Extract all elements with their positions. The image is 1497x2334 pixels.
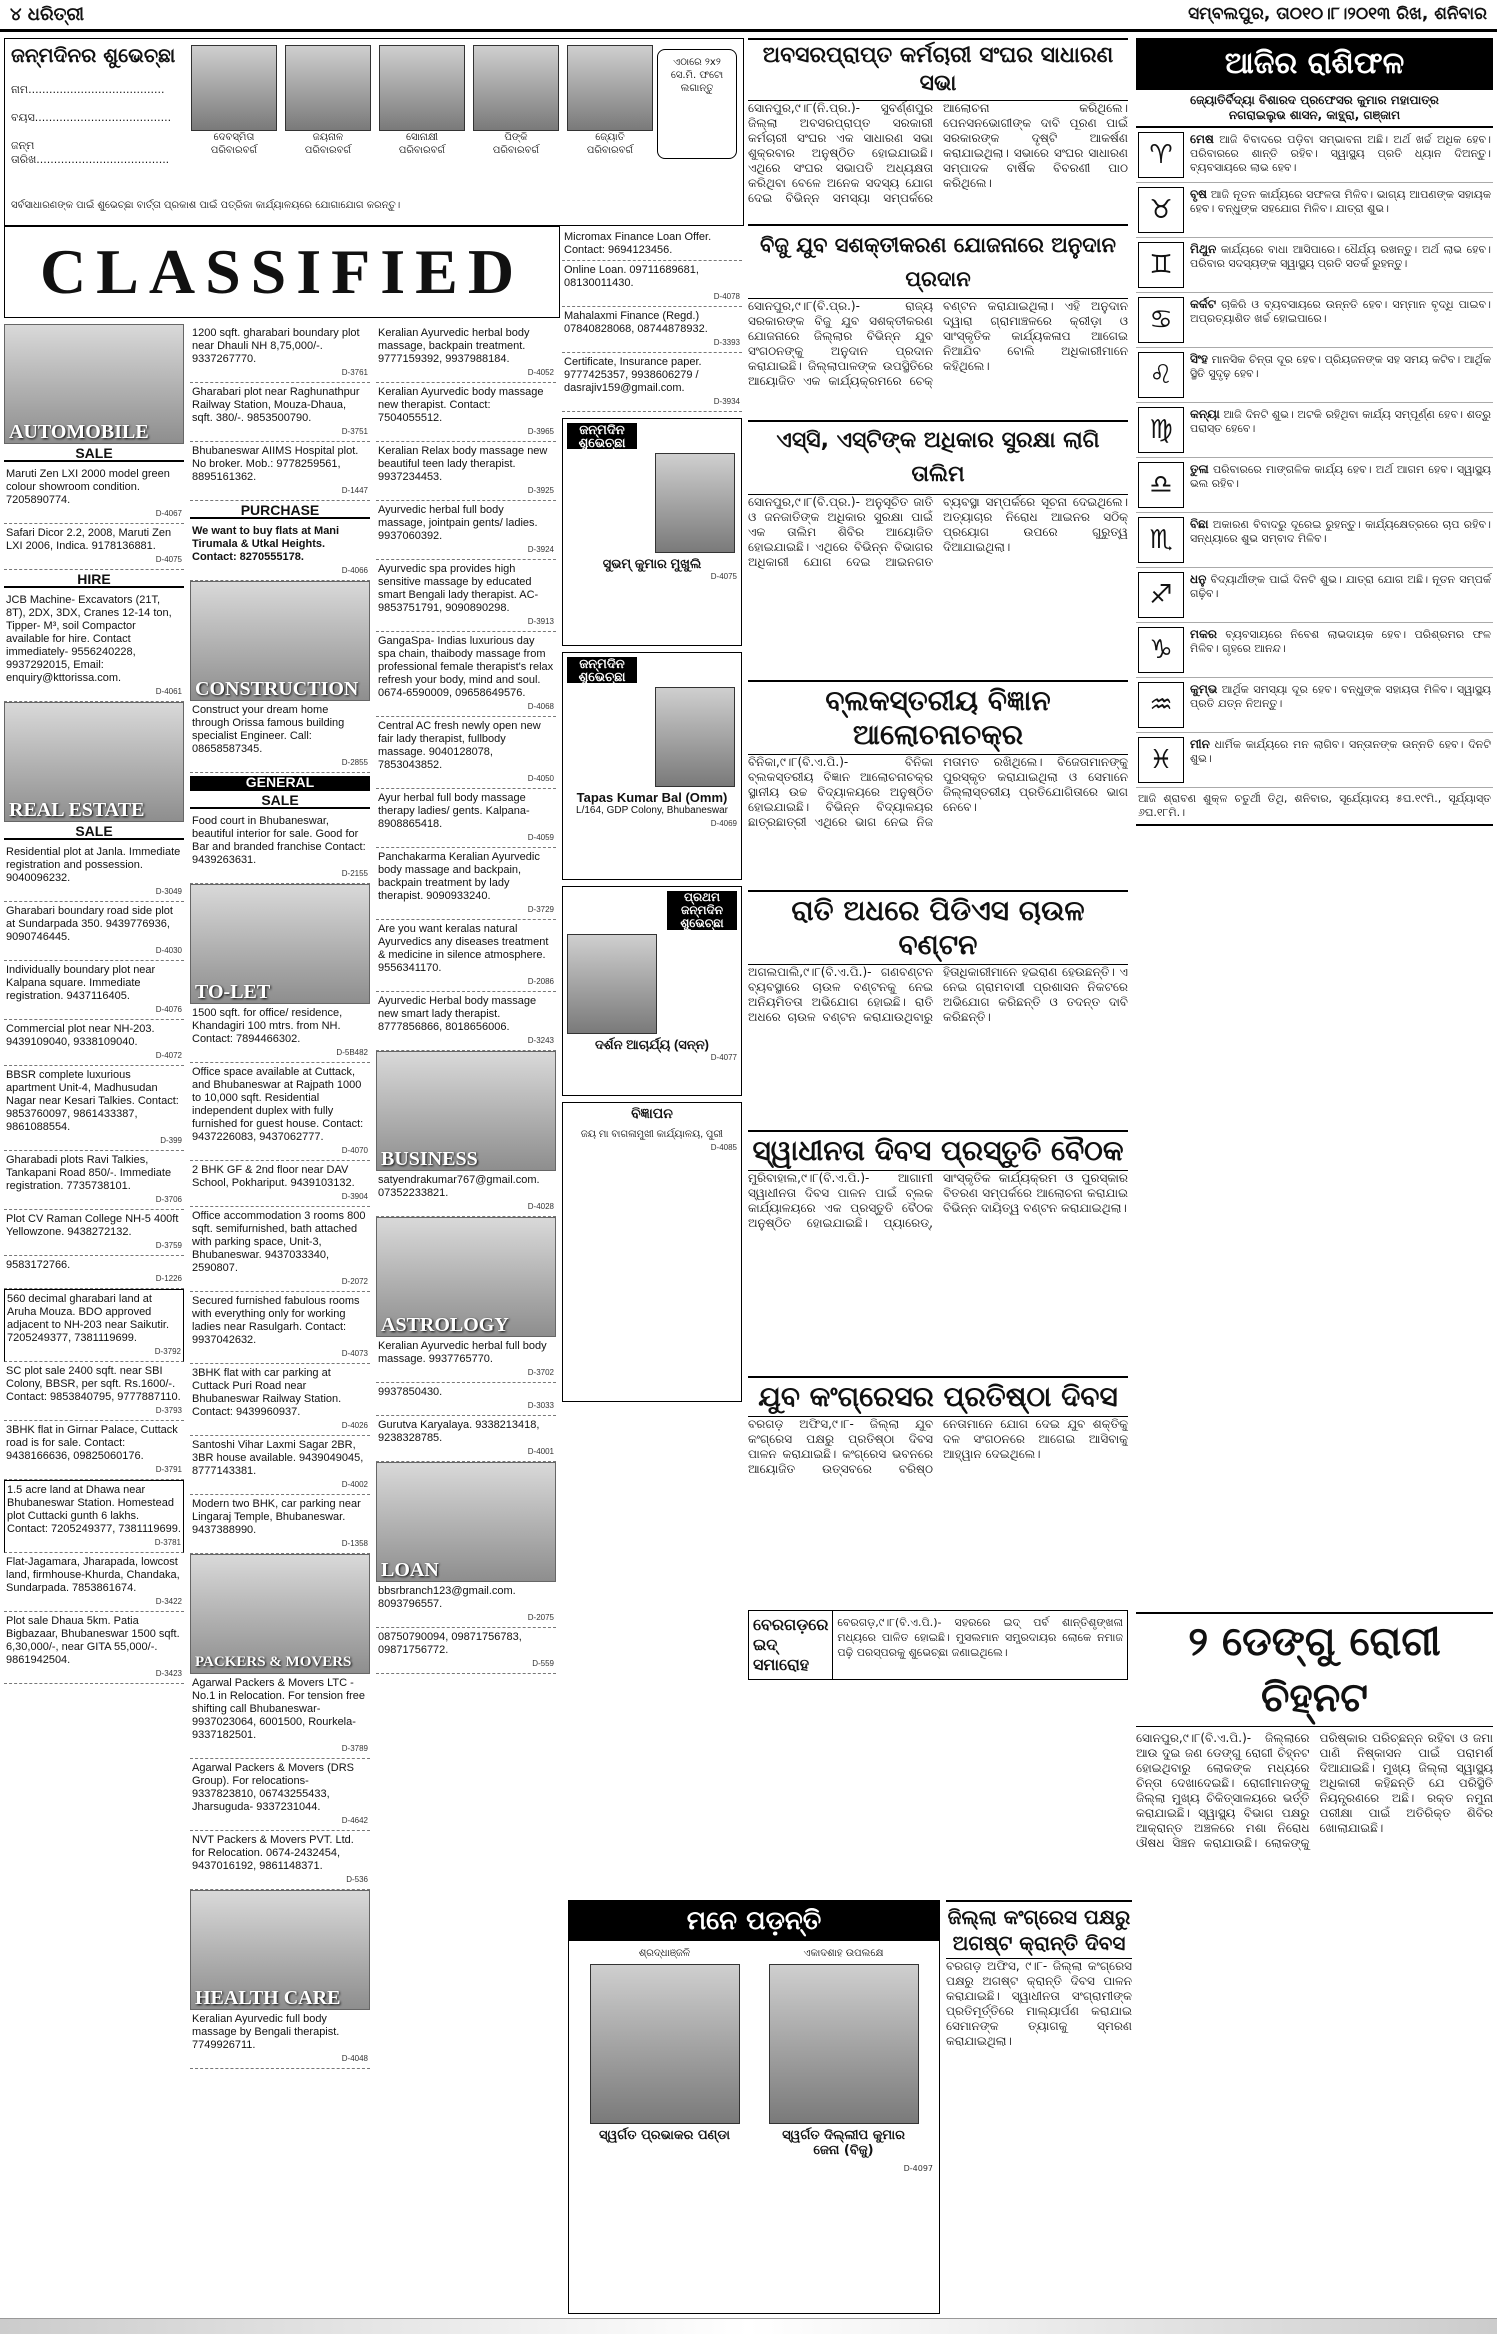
- ad-item: Construct your dream home through Orissa famous building specialist Engineer. Call: 08658587345. D-2855: [190, 701, 370, 773]
- business-banner: BUSINESS: [376, 1051, 556, 1171]
- article: ଯୁବ କଂଗ୍ରେସର ପ୍ରତିଷ୍ଠା ଦିବସ ବରଗଡ଼ ଅଫିସ,୯।୮- ଜିଲ୍ଲା ଯୁବ କଂଗ୍ରେସ ପକ୍ଷରୁ ପ୍ରତିଷ୍ଠା ଦିବସ ପାଳନ କରାଯାଇଛି। କଂଗ୍ରେସ ଭବନରେ ଆୟୋଜିତ ଉତ୍ସବରେ ବରିଷ୍ଠ ନେତାମାନେ ଯୋଗ ଦେଇ ଯୁବ ଶକ୍ତିକୁ ଦଳ ସଂଗଠନରେ ଆଗେଇ ଆସିବାକୁ ଆହ୍ୱାନ ଦେଇଥିଲେ।: [748, 1376, 1128, 1606]
- dengue-headline: ୨ ଡେଙ୍ଗୁ ରୋଗୀ ଚିହ୍ନଟ: [1136, 1612, 1493, 1727]
- ad-item: Online Loan. 09711689681, 08130011430. D-4078: [562, 261, 742, 307]
- page-header: [0, 0, 1497, 32]
- scorpio-icon: ♏: [1138, 517, 1184, 563]
- classified-column-1: [4, 324, 184, 2314]
- rasi-entry: ♍ କନ୍ୟା ଆଜି ଦିନଟି ଶୁଭ। ଅଟକି ରହିଥିବା କାର୍ଯ୍ୟ ସମ୍ପୂର୍ଣ୍ଣ ହେବ। ଶତ୍ରୁ ପରାସ୍ତ ହେବେ।: [1136, 403, 1493, 458]
- section-heading: GENERAL: [190, 776, 370, 791]
- section-heading: HIRE: [4, 573, 184, 588]
- ad-item: Gharabari plot near Raghunathpur Railway Station, Mouza-Dhaua, sqft. 380/-. 9853500790. D-3751: [190, 383, 370, 442]
- article: ଏସ୍‌ସି, ଏସ୍‌ଟିଙ୍କ ଅଧିକାର ସୁରକ୍ଷା ଲାଗି ତାଲିମ ସୋନପୁର,୯।୮(ବି.ପ୍ର.)- ଅନୁସୂଚିତ ଜାତି ଓ ଜନଜାତିଙ୍କ ଅଧିକାର ସୁରକ୍ଷା ପାଇଁ ଏକ ତାଲିମ ଶିବିର ଆୟୋଜିତ ହୋଇଯାଇଛି। ଏଥିରେ ବିଭିନ୍ନ ବିଭାଗର ଅଧିକାରୀ ଯୋଗ ଦେଇ ଆଇନଗତ ବ୍ୟବସ୍ଥା ସମ୍ପର୍କରେ ସୂଚନା ଦେଇଥିଲେ। ଅତ୍ୟାଚାର ନିରୋଧ ଆଇନର ସଠିକ୍ ପ୍ରୟୋଗ ଉପରେ ଗୁରୁତ୍ୱ ଦିଆଯାଇଥିଲା।: [748, 420, 1128, 680]
- ad-item: 1500 sqft. for office/ residence, Khandagiri 100 mtrs. from NH. Contact: 7894466302. D-5B482: [190, 1004, 370, 1063]
- greeting-card: ପ୍ରଥମ ଜନ୍ମଦିନ ଶୁଭେଚ୍ଛା ଦର୍ଶନ ଆଚାର୍ଯ୍ୟ (ସନ୍ନ) D-4077: [562, 886, 742, 1096]
- greeting-card: ଜନ୍ମଦିନ ଶୁଭେଚ୍ଛା Tapas Kumar Bal (Omm) L/164, GDP Colony, Bhubaneswar D-4069: [562, 652, 742, 880]
- taurus-icon: ♉: [1138, 187, 1184, 233]
- ad-item: satyendrakumar767@gmail.com. 07352233821. D-4028: [376, 1171, 556, 1217]
- classified-banner: [4, 226, 560, 318]
- aquarius-icon: ♒: [1138, 682, 1184, 728]
- ad-item: We want to buy flats at Mani Tirumala & Utkal Heights. Contact: 8270555178. D-4066: [190, 522, 370, 581]
- article: ସ୍ୱାଧୀନତା ଦିବସ ପ୍ରସ୍ତୁତି ବୈଠକ ମୁରିବାହାଲ,୯।୮(ବି.ଏ.ପି.)- ଆଗାମୀ ସ୍ୱାଧୀନତା ଦିବସ ପାଳନ ପାଇଁ ବ୍ଲକ କାର୍ଯ୍ୟାଳୟରେ ଏକ ପ୍ରସ୍ତୁତି ବୈଠକ ଅନୁଷ୍ଠିତ ହୋଇଯାଇଛି। ପ୍ୟାରେଡ୍, ସାଂସ୍କୃତିକ କାର୍ଯ୍ୟକ୍ରମ ଓ ପୁରସ୍କାର ବିତରଣ ସମ୍ପର୍କରେ ଆଲୋଚନା କରାଯାଇ ବିଭିନ୍ନ ଦାୟିତ୍ୱ ବଣ୍ଟନ କରାଯାଇଥିଲା।: [748, 1130, 1128, 1376]
- ad-item: 1200 sqft. gharabari boundary plot near Dhauli NH 8,75,000/-. 9337267770. D-3761: [190, 324, 370, 383]
- ad-item: 560 decimal gharabari land at Aruha Mouza. BDO approved adjacent to NH-203 near Saikutir. 7205249377, 7381119699. D-3792: [4, 1289, 184, 1362]
- dengue-body: ସୋନପୁର,୯।୮(ବି.ଏ.ପି.)- ଜିଲ୍ଲାରେ ଆଉ ଦୁଇ ଜଣ ଡେଙ୍ଗୁ ରୋଗୀ ଚିହ୍ନଟ ହୋଇଥିବାରୁ ଲୋକଙ୍କ ମଧ୍ୟରେ ଚିନ୍ତା ଦେଖାଦେଇଛି। ରୋଗୀମାନଙ୍କୁ ଜିଲ୍ଲା ମୁଖ୍ୟ ଚିକିତ୍ସାଳୟରେ ଭର୍ତ୍ତି କରାଯାଇଛି। ସ୍ୱାସ୍ଥ୍ୟ ବିଭାଗ ପକ୍ଷରୁ ଆକ୍ରାନ୍ତ ଅଞ୍ଚଳରେ ମଶା ନିରୋଧ ଔଷଧ ସିଞ୍ଚନ କରାଯାଉଛି। ଲୋକଙ୍କୁ ପରିଷ୍କାର ପରିଚ୍ଛନ୍ନ ରହିବା ଓ ଜମା ପାଣି ନିଷ୍କାସନ ପାଇଁ ପରାମର୍ଶ ଦିଆଯାଇଛି। ମୁଖ୍ୟ ଜିଲ୍ଲା ସ୍ୱାସ୍ଥ୍ୟ ଅଧିକାରୀ କହିଛନ୍ତି ଯେ ପରିସ୍ଥିତି ନିୟନ୍ତ୍ରଣରେ ଅଛି। ରକ୍ତ ନମୁନା ପରୀକ୍ଷା ପାଇଁ ଅତିରିକ୍ତ ଶିବିର ଖୋଲାଯାଇଛି।: [1136, 1731, 1493, 1850]
- dengue-article: [1136, 1612, 1493, 2314]
- birthday-photos: [191, 45, 653, 157]
- ad-item: JCB Machine- Excavators (21T, 8T), 2DX, 3DX, Cranes 12-14 ton, Tipper- M³, soil Compactor available for hire. Contact immediately- 9556240228, 9937292015, Email: enquiry@kttorissa.com. D-4061: [4, 591, 184, 702]
- packers-movers-banner: PACKERS & MOVERS: [190, 1554, 370, 1674]
- ad-item: Residential plot at Janla. Immediate registration and possession. 9040096232. D-3049: [4, 843, 184, 902]
- gemini-icon: ♊: [1138, 242, 1184, 288]
- birthday-note: ସର୍ବସାଧାରଣଙ୍କ ପାଇଁ ଶୁଭେଚ୍ଛା ବାର୍ତ୍ତା ପ୍ରକାଶ ପାଇଁ ପତ୍ରିକା କାର୍ଯ୍ୟାଳୟରେ ଯୋଗାଯୋଗ କରନ୍ତୁ।: [11, 200, 401, 211]
- ad-item: Agarwal Packers & Movers (DRS Group). For relocations- 9337823810, 06743255433, Jharsuguda- 9337231044. D-4642: [190, 1759, 370, 1831]
- rasi-entry: ♏ ବିଛା ଅକାରଣ ବିବାଦରୁ ଦୂରେଇ ରୁହନ୍ତୁ। କାର୍ଯ୍ୟକ୍ଷେତ୍ରରେ ଚାପ ରହିବ। ସନ୍ଧ୍ୟାରେ ଶୁଭ ସମ୍ବାଦ ମିଳିବ।: [1136, 513, 1493, 568]
- rasifal-column: [1136, 38, 1493, 1598]
- classified-title: CLASSIFIED: [39, 236, 525, 307]
- ad-item: Commercial plot near NH-203. 9439109040, 9338109040. D-4072: [4, 1020, 184, 1066]
- ad-item: Mahalaxmi Finance (Regd.) 07840828068, 08744878932. D-3393: [562, 307, 742, 353]
- aries-icon: ♈: [1138, 132, 1184, 178]
- ad-item: Are you want keralas natural Ayurvedics any diseases treatment & medicine in silence atmosphere. 9556341170. D-2086: [376, 920, 556, 992]
- rasi-entry: ♌ ସିଂହ ମାନସିକ ଚିନ୍ତା ଦୂର ହେବ। ପ୍ରିୟଜନଙ୍କ ସହ ସମୟ କଟିବ। ଆର୍ଥିକ ସ୍ଥିତି ସୁଦୃଢ଼ ହେବ।: [1136, 348, 1493, 403]
- ad-item: 9937850430. D-3033: [376, 1383, 556, 1416]
- libra-icon: ♎: [1138, 462, 1184, 508]
- ad-item: 1.5 acre land at Dhawa near Bhubaneswar Station. Homestead plot Cuttacki gunth 6 lakhs. Contact: 7205249377, 7381119699. D-3781: [4, 1480, 184, 1553]
- ad-item: Keralian Ayurvedic herbal body massage, backpain treatment. 9777159392, 9937988184. D-4052: [376, 324, 556, 383]
- ad-item: Panchakarma Keralian Ayurvedic body massage and backpain, backpain treatment by lady therapist. 9090933240. D-3729: [376, 848, 556, 920]
- rasifal-author-address: ନଗରାଇଲୁଭ ଶାସନ, କାତ୍ଥ୍ରା, ଗଞ୍ଜାମ: [1136, 108, 1493, 128]
- ad-item: 2 BHK GF & 2nd floor near DAV School, Pokhariput. 9439103132. D-3904: [190, 1161, 370, 1207]
- rasi-entry: ♋ କର୍କଟ ଚାକିରି ଓ ବ୍ୟବସାୟରେ ଉନ୍ନତି ହେବ। ସମ୍ମାନ ବୃଦ୍ଧି ପାଇବ। ଅପ୍ରତ୍ୟାଶିତ ଖର୍ଚ୍ଚ ହୋଇପାରେ।: [1136, 293, 1493, 348]
- rasi-entry: ♓ ମୀନ ଧାର୍ମିକ କାର୍ଯ୍ୟରେ ମନ ଲାଗିବ। ସନ୍ତାନଙ୍କ ଉନ୍ନତି ହେବ। ଦିନଟି ଶୁଭ।: [1136, 733, 1493, 788]
- date-line: ସମ୍ବଲପୁର, ତା୦୧୦।୮।୨୦୧୩ ରିଖ, ଶନିବାର: [1188, 4, 1487, 24]
- field-name: ନାମ.......................................: [11, 83, 165, 96]
- rasi-list: [1136, 128, 1493, 788]
- cancer-icon: ♋: [1138, 297, 1184, 343]
- section-heading: SALE: [4, 825, 184, 840]
- memorial-photo: [769, 1964, 919, 2124]
- rasi-entry: ♉ ବୃଷ ଆଜି ନୂତନ କାର୍ଯ୍ୟରେ ସଫଳତା ମିଳିବ। ଭାଗ୍ୟ ଆପଣଙ୍କ ସହାୟକ ହେବ। ବନ୍ଧୁଙ୍କ ସହଯୋଗ ମିଳିବ। ଯାତ୍ରା ଶୁଭ।: [1136, 183, 1493, 238]
- rasi-entry: ♐ ଧନୁ ବିଦ୍ୟାର୍ଥୀଙ୍କ ପାଇଁ ଦିନଟି ଶୁଭ। ଯାତ୍ରା ଯୋଗ ଅଛି। ନୂତନ ସମ୍ପର୍କ ଗଢ଼ିବ।: [1136, 568, 1493, 623]
- real-estate-banner: REAL ESTATE: [4, 702, 184, 822]
- eid-box: ବେରଗଡ଼ରେ ଇଦ୍ ସମାରୋହ ବେରଗଡ଼,୯।୮(ବି.ଏ.ପି.)- ସହରରେ ଇଦ୍ ପର୍ବ ଶାନ୍ତିଶୃଙ୍ଖଳା ମଧ୍ୟରେ ପାଳିତ ହୋଇଛି। ମୁସଲମାନ ସମ୍ପ୍ରଦାୟର ଲୋକେ ନମାଜ ପଢ଼ି ପରସ୍ପରକୁ ଶୁଭେଚ୍ଛା ଜଣାଇଥିଲେ।: [748, 1610, 1128, 1680]
- news-column: [748, 38, 1128, 1858]
- ad-item: bbsrbranch123@gmail.com. 8093796557. D-2075: [376, 1582, 556, 1628]
- kid-card: ଜୟନାଳ ପରିବାରବର୍ଗ: [285, 45, 371, 157]
- rasi-entry: ♊ ମିଥୁନ କାର୍ଯ୍ୟରେ ବାଧା ଆସିପାରେ। ଧୈର୍ଯ୍ୟ ରଖନ୍ତୁ। ଅର୍ଥ ଲାଭ ହେବ। ପରିବାର ସଦସ୍ୟଙ୍କ ସ୍ୱାସ୍ଥ୍ୟ ପ୍ରତି ସତର୍କ ରୁହନ୍ତୁ।: [1136, 238, 1493, 293]
- to-let-banner: TO-LET: [190, 884, 370, 1004]
- construction-banner: CONSTRUCTION: [190, 581, 370, 701]
- kid-photo: [473, 45, 559, 131]
- ad-item: 3BHK flat with car parking at Cuttack Puri Road near Bhubaneswar Railway Station. Contact: 9439960937. D-4026: [190, 1364, 370, 1436]
- ad-item: Office accommodation 3 rooms 800 sqft. semifurnished, bath attached with parking space, Unit-3, Bhubaneswar. 9437033340, 2590807. D-2072: [190, 1207, 370, 1292]
- birthday-ad-box: [4, 38, 744, 226]
- automobile-banner: AUTOMOBILE: [4, 324, 184, 444]
- ad-item: NVT Packers & Movers PVT. Ltd. for Relocation. 0674-2432454, 9437016192, 9861148371. D-536: [190, 1831, 370, 1890]
- article: ଜିଲ୍ଲା କଂଗ୍ରେସ ପକ୍ଷରୁ ଅଗଷ୍ଟ କ୍ରାନ୍ତି ଦିବସ ବରଗଡ଼ ଅଫିସ, ୯।୮- ଜିଲ୍ଲା କଂଗ୍ରେସ ପକ୍ଷରୁ ଅଗଷ୍ଟ କ୍ରାନ୍ତି ଦିବସ ପାଳନ କରାଯାଇଛି। ସ୍ୱାଧୀନତା ସଂଗ୍ରାମୀଙ୍କ ପ୍ରତିମୂର୍ତ୍ତିରେ ମାଲ୍ୟାର୍ପଣ କରାଯାଇ ସେମାନଙ୍କ ତ୍ୟାଗକୁ ସ୍ମରଣ କରାଯାଇଥିଲା।: [946, 1900, 1132, 2314]
- ad-item: Certificate, Insurance paper. 9777425357, 9938606279 / dasrajiv159@gmail.com. D-3934: [562, 353, 742, 412]
- ad-item: Food court in Bhubaneswar, beautiful interior for sale. Good for Bar and branded franchise Contact: 9439263631. D-2155: [190, 812, 370, 884]
- ad-item: Agarwal Packers & Movers LTC - No.1 in Relocation. For tension free shifting call Bhubaneswar- 9937023064, 6001500, Rourkela- 9337182501. D-3789: [190, 1674, 370, 1759]
- panjika-text: ଆଜି ଶ୍ରାବଣ ଶୁକ୍ଳ ଚତୁର୍ଥୀ ତିଥି, ଶନିବାର, ସୂର୍ଯ୍ୟୋଦୟ ୫ଘ.୧୯ମି., ସୂର୍ଯ୍ୟାସ୍ତ ୬ଘ.୧୮ମି.।: [1136, 788, 1493, 826]
- rasifal-author: ଜ୍ୟୋତିର୍ବିଦ୍ୟା ବିଶାରଦ ପ୍ରଫେସର କୁମାର ମହାପାତ୍ର: [1190, 93, 1439, 107]
- ad-item: Individually boundary plot near Kalpana square. Immediate registration. 9437116405. D-4076: [4, 961, 184, 1020]
- classified-column-2: [190, 324, 370, 2314]
- ad-item: Secured furnished fabulous rooms with everything only for working ladies near Rasulgarh. Contact: 9937042632. D-4073: [190, 1292, 370, 1364]
- ad-item: Gurutva Karyalaya. 9338213418, 9238328785. D-4001: [376, 1416, 556, 1462]
- article: ଅବସରପ୍ରାପ୍ତ କର୍ମଚାରୀ ସଂଘର ସାଧାରଣ ସଭା ସୋନପୁର,୯।୮(ନି.ପ୍ର.)- ସୁବର୍ଣ୍ଣପୁର ଜିଲ୍ଲା ଅବସରପ୍ରାପ୍ତ ସରକାରୀ କର୍ମଚାରୀ ସଂଘର ଏକ ସାଧାରଣ ସଭା ଶୁକ୍ରବାର ଅନୁଷ୍ଠିତ ହୋଇଯାଇଛି। ଏଥିରେ ସଂଘର ସଭାପତି ଅଧ୍ୟକ୍ଷତା କରିଥିବା ବେଳେ ଅନେକ ସଦସ୍ୟ ଯୋଗ ଦେଇ ବିଭିନ୍ନ ସମସ୍ୟା ସମ୍ପର୍କରେ ଆଲୋଚନା କରିଥିଲେ। ପେନସନଭୋଗୀଙ୍କ ଦାବି ପୂରଣ ପାଇଁ ସରକାରଙ୍କ ଦୃଷ୍ଟି ଆକର୍ଷଣ କରାଯାଇଥିଲା। ସଭାରେ ସଂଘର ସାଧାରଣ ସମ୍ପାଦକ ବାର୍ଷିକ ବିବରଣୀ ପାଠ କରିଥିଲେ।: [748, 38, 1128, 224]
- rasi-entry: ♒ କୁମ୍ଭ ଆର୍ଥିକ ସମସ୍ୟା ଦୂର ହେବ। ବନ୍ଧୁଙ୍କ ସହାୟତା ମିଳିବ। ସ୍ୱାସ୍ଥ୍ୟ ପ୍ରତି ଯତ୍ନ ନିଅନ୍ତୁ।: [1136, 678, 1493, 733]
- notice-box: ବିଜ୍ଞାପନ ଜୟ ମା ବାଗଳାମୁଖୀ କାର୍ଯ୍ୟାଳୟ, ପୁରୀ D-4085: [562, 1102, 742, 1402]
- memorial-box: ମନେ ପଡ଼ନ୍ତି ଶ୍ରଦ୍ଧାଞ୍ଜଳି ସ୍ୱର୍ଗତ ପ୍ରଭାକର ପଣ୍ଡା ଏକାଦଶାହ ଉପଲକ୍ଷେ ସ୍ୱର୍ଗତ ଦିଲ୍ଲୀପ କୁମାର ଜେନା (ବିଜୁ) D-4097: [568, 1900, 940, 2314]
- section-heading: PURCHASE: [190, 504, 370, 519]
- memorial-person: ଶ୍ରଦ୍ଧାଞ୍ଜଳି ସ୍ୱର୍ଗତ ପ୍ରଭାକର ପଣ୍ଡା: [590, 1947, 740, 2158]
- birthday-title: ଜନ୍ମଦିନର ଶୁଭେଚ୍ଛା: [11, 43, 176, 67]
- sagittarius-icon: ♐: [1138, 572, 1184, 618]
- memorial-title: ମନେ ପଡ଼ନ୍ତି: [569, 1901, 939, 1941]
- ad-item: GangaSpa- Indias luxurious day spa chain, thaibody massage from professional female therapist's relax refresh your body, mind and soul. 0674-6590009, 09658649576. D-4068: [376, 632, 556, 717]
- field-age: ବୟସ.......................................: [11, 111, 172, 124]
- rasi-entry: ♈ ମେଷ ଆଜି ବିବାଦରେ ପଡ଼ିବା ସମ୍ଭାବନା ଅଛି। ଅର୍ଥ ଖର୍ଚ୍ଚ ଅଧିକ ହେବ। ପରିବାରରେ ଶାନ୍ତି ରହିବ। ସ୍ୱାସ୍ଥ୍ୟ ପ୍ରତି ଧ୍ୟାନ ଦିଅନ୍ତୁ। ବ୍ୟବସାୟରେ ଲାଭ ହେବ।: [1136, 128, 1493, 183]
- astrology-banner: ASTROLOGY: [376, 1217, 556, 1337]
- ad-item: BBSR complete luxurious apartment Unit-4, Madhusudan Nagar near Kesari Talkies. Contact: 9853760097, 9861433387, 9861088554. D-399: [4, 1066, 184, 1151]
- section-subheading: SALE: [190, 794, 370, 809]
- ad-item: 9583172766. D-1226: [4, 1256, 184, 1289]
- ad-item: Ayurvedic spa provides high sensitive massage by educated smart Bengali lady therapist. AC- 9853751791, 9090890298. D-3913: [376, 560, 556, 632]
- ad-item: Keralian Ayurvedic herbal full body massage. 9937765770. D-3702: [376, 1337, 556, 1383]
- ad-item: Plot sale Dhaua 5km. Patia Bigbazaar, Bhubaneswar 1500 sqft. 6,30,000/-, near GITA 55,000/-. 9861942504. D-3423: [4, 1612, 184, 1684]
- loan-banner: LOAN: [376, 1462, 556, 1582]
- page-number: ୪ ଧରିତ୍ରୀ: [10, 4, 85, 25]
- kid-photo: [379, 45, 465, 131]
- ad-item: 08750790094, 09871756783, 09871756772. D-559: [376, 1628, 556, 1674]
- ad-item: Plot CV Raman College NH-5 400ft Yellowzone. 9438272132. D-3759: [4, 1210, 184, 1256]
- ad-item: SC plot sale 2400 sqft. near SBI Colony, BBSR, per sqft. Rs.1600/-. Contact: 9853840795, 9777887110. D-3793: [4, 1362, 184, 1421]
- greeting-photo: [655, 453, 735, 553]
- kid-photo: [191, 45, 277, 131]
- classified-column-3: [376, 324, 556, 2314]
- ad-item: Ayur herbal full body massage therapy ladies/ gents. Kalpana- 8908865418. D-4059: [376, 789, 556, 848]
- kid-card: ଜ୍ୟୋତି ପରିବାରବର୍ଗ: [567, 45, 653, 157]
- ad-item: Santoshi Vihar Laxmi Sagar 2BR, 3BR house available. 9439049045, 8777143381. D-4002: [190, 1436, 370, 1495]
- ad-item: Keralian Ayurvedic body massage new therapist. Contact: 7504055512. D-3965: [376, 383, 556, 442]
- health-care-banner: HEALTH CARE: [190, 1890, 370, 2010]
- ad-item: Keralian Ayurvedic full body massage by Bengali therapist. 7749926711. D-4048: [190, 2010, 370, 2069]
- kid-photo: [567, 45, 653, 131]
- article: ରାତି ଅଧରେ ପିଡିଏସ ଚାଉଳ ବଣ୍ଟନ ଅଗଲପାଲି,୯।୮(ବି.ଏ.ପି.)- ଗଣବଣ୍ଟନ ବ୍ୟବସ୍ଥାରେ ଚାଉଳ ବଣ୍ଟନକୁ ନେଇ ଅନିୟମିତତା ଅଭିଯୋଗ ହୋଇଛି। ରାତି ଅଧରେ ଚାଉଳ ବଣ୍ଟନ କରାଯାଉଥିବାରୁ ହିତାଧିକାରୀମାନେ ହଇରାଣ ହେଉଛନ୍ତି। ଏ ନେଇ ଗ୍ରାମବାସୀ ପ୍ରଶାସନ ନିକଟରେ ଅଭିଯୋଗ କରିଛନ୍ତି ଓ ତଦନ୍ତ ଦାବି କରିଛନ୍ତି।: [748, 890, 1128, 1130]
- rasi-entry: ♎ ତୁଳା ପରିବାରରେ ମାଙ୍ଗଳିକ କାର୍ଯ୍ୟ ହେବ। ଅର୍ଥ ଆଗମ ହେବ। ସ୍ୱାସ୍ଥ୍ୟ ଭଲ ରହିବ।: [1136, 458, 1493, 513]
- ad-item: Office space available at Cuttack, and Bhubaneswar at Rajpath 1000 to 10,000 sqft. Residential independent duplex with fully furnished for guest house. Contact: 9437226083, 9437062777. D-4070: [190, 1063, 370, 1161]
- memorial-person: ଏକାଦଶାହ ଉପଲକ୍ଷେ ସ୍ୱର୍ଗତ ଦିଲ୍ଲୀପ କୁମାର ଜେନା (ବିଜୁ): [769, 1947, 919, 2158]
- kid-card: ସୋନାକ୍ଷୀ ପରିବାରବର୍ଗ: [379, 45, 465, 157]
- ad-item: Keralian Relax body massage new beautiful teen lady therapist. 9937234453. D-3925: [376, 442, 556, 501]
- ad-item: Modern two BHK, car parking near Lingaraj Temple, Bhubaneswar. 9437388990. D-1358: [190, 1495, 370, 1554]
- capricorn-icon: ♑: [1138, 627, 1184, 673]
- ad-item: Central AC fresh newly open new fair lady therapist, fullbody massage. 9040128078, 7853043852. D-4050: [376, 717, 556, 789]
- page-footer-strip: [0, 2318, 1497, 2334]
- memorial-photo: [590, 1964, 740, 2124]
- virgo-icon: ♍: [1138, 407, 1184, 453]
- ad-item: Maruti Zen LXI 2000 model green colour showroom condition. 7205890774. D-4067: [4, 465, 184, 524]
- photo-placeholder-box: ଏଠାରେ ୨x୨ ସେ.ମି. ଫଟୋ ଲଗାନ୍ତୁ: [657, 49, 737, 159]
- ad-item: Ayurvedic herbal full body massage, jointpain gents/ ladies. 9937060392. D-3924: [376, 501, 556, 560]
- ad-item: Gharabadi plots Ravi Talkies, Tankapani Road 850/-. Immediate registration. 7735738101. D-3706: [4, 1151, 184, 1210]
- kid-card: ପିଙ୍କି ପରିବାରବର୍ଗ: [473, 45, 559, 157]
- field-dob: ଜନ୍ମ ତାରିଖ......................................: [11, 139, 170, 166]
- ad-item: Ayurvedic Herbal body massage new smart lady therapist. 8777856866, 8018656006. D-3243: [376, 992, 556, 1051]
- pisces-icon: ♓: [1138, 737, 1184, 783]
- ad-item: Micromax Finance Loan Offer. Contact: 9694123456.: [562, 228, 742, 261]
- leo-icon: ♌: [1138, 352, 1184, 398]
- greeting-photo: [567, 934, 657, 1034]
- section-heading: SALE: [4, 447, 184, 462]
- ad-item: Safari Dicor 2.2, 2008, Maruti Zen LXI 2006, Indica. 9178136881. D-4075: [4, 524, 184, 570]
- greeting-card: ଜନ୍ମଦିନ ଶୁଭେଚ୍ଛା ସୁଭମ୍ କୁମାର ମୁଖୁଲି D-4075: [562, 418, 742, 646]
- greeting-photo: [655, 687, 735, 787]
- rasifal-title: ଆଜିର ରାଶିଫଳ: [1136, 38, 1493, 90]
- rasi-entry: ♑ ମକର ବ୍ୟବସାୟରେ ନିବେଶ ଲାଭଦାୟକ ହେବ। ପରିଶ୍ରମର ଫଳ ମିଳିବ। ଗୃହରେ ଆନନ୍ଦ।: [1136, 623, 1493, 678]
- ad-item: 3BHK flat in Girnar Palace, Cuttack road is for sale. Contact: 9438166636, 09825060176. D-3791: [4, 1421, 184, 1480]
- article: ବ୍ଲକସ୍ତରୀୟ ବିଜ୍ଞାନ ଆଲୋଚନାଚକ୍ର ବିନିକା,୯।୮(ବି.ଏ.ପି.)- ବିନିକା ବ୍ଲକସ୍ତରୀୟ ବିଜ୍ଞାନ ଆଲୋଚନାଚକ୍ର ସ୍ଥାନୀୟ ଉଚ୍ଚ ବିଦ୍ୟାଳୟରେ ଅନୁଷ୍ଠିତ ହୋଇଯାଇଛି। ବିଭିନ୍ନ ବିଦ୍ୟାଳୟର ଛାତ୍ରଛାତ୍ରୀ ଏଥିରେ ଭାଗ ନେଇ ନିଜ ମତାମତ ରଖିଥିଲେ। ବିଜେତାମାନଙ୍କୁ ପୁରସ୍କୃତ କରାଯାଇଥିଲା ଓ ସେମାନେ ଜିଲ୍ଲାସ୍ତରୀୟ ପ୍ରତିଯୋଗିତାରେ ଭାଗ ନେବେ।: [748, 680, 1128, 890]
- ad-item: Gharabari boundary road side plot at Sundarpada 350. 9439776936, 9090746445. D-4030: [4, 902, 184, 961]
- kid-photo: [285, 45, 371, 131]
- ad-item: Bhubaneswar AIIMS Hospital plot. No broker. Mob.: 9778259561, 8895161362. D-1447: [190, 442, 370, 501]
- kid-card: ଦେବସ୍ମିତା ପରିବାରବର୍ଗ: [191, 45, 277, 157]
- article: ବିଜୁ ଯୁବ ସଶକ୍ତୀକରଣ ଯୋଜନାରେ ଅନୁଦାନ ପ୍ରଦାନ ସୋନପୁର,୯।୮(ବି.ପ୍ର.)- ରାଜ୍ୟ ସରକାରଙ୍କ ବିଜୁ ଯୁବ ସଶକ୍ତୀକରଣ ଯୋଜନାରେ ଜିଲ୍ଲାର ବିଭିନ୍ନ ଯୁବ ସଂଗଠନଙ୍କୁ ଅନୁଦାନ ପ୍ରଦାନ କରାଯାଇଛି। ଜିଲ୍ଲାପାଳଙ୍କ ଉପସ୍ଥିତିରେ ଆୟୋଜିତ ଏକ କାର୍ଯ୍ୟକ୍ରମରେ ଚେକ୍ ବଣ୍ଟନ କରାଯାଇଥିଲା। ଏହି ଅନୁଦାନ ଦ୍ୱାରା ଗ୍ରାମାଞ୍ଚଳରେ କ୍ରୀଡ଼ା ଓ ସାଂସ୍କୃତିକ କାର୍ଯ୍ୟକଳାପ ଆଗେଇ ନିଆଯିବ ବୋଲି ଅଧିକାରୀମାନେ କହିଥିଲେ।: [748, 224, 1128, 420]
- ad-item: Flat-Jagamara, Jharapada, lowcost land, firmhouse-Khurda, Chandaka, Sundarpada. 7853861674. D-3422: [4, 1553, 184, 1612]
